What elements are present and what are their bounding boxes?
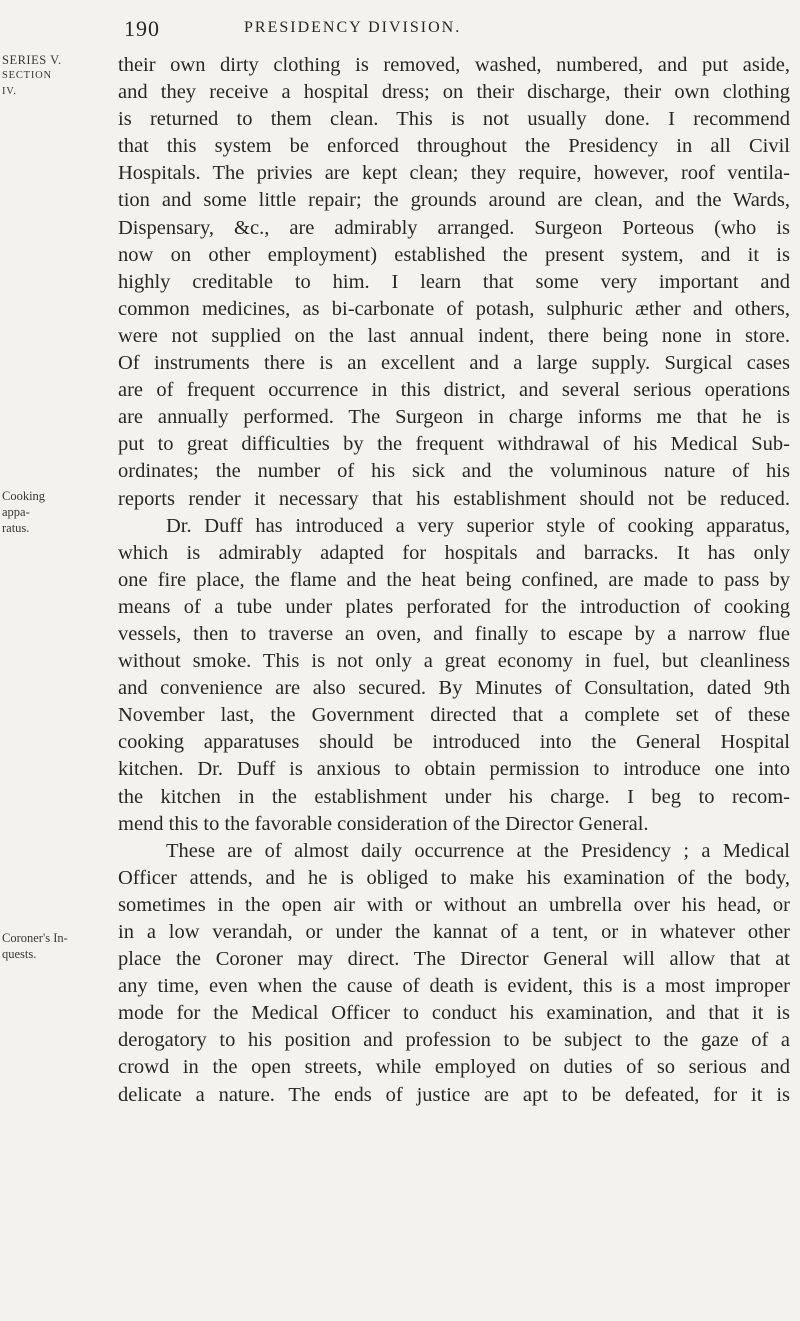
text-line: tion and some little repair; the grounds around are clean, and the Wards, (118, 189, 790, 212)
text-line: one fire place, the flame and the heat being confined, are made to pass by (118, 568, 790, 591)
text-line: These are of almost daily occurrence at the Presidency ; a Medical (166, 839, 790, 862)
text-line: kitchen. Dr. Duff is anxious to obtain permission to introduce one into (118, 758, 790, 781)
text-line: put to great difficulties by the frequent withdrawal of his Medical Sub- (118, 433, 790, 456)
text-line: highly creditable to him. I learn that some very important and (118, 270, 790, 293)
margin-note-cooking-line: Cooking appa- (2, 489, 46, 519)
text-line: cooking apparatuses should be introduced into the General Hospital (118, 731, 790, 754)
margin-note-coroner-line: Coroner's In- (2, 931, 68, 945)
text-line: and they receive a hospital dress; on their discharge, their own clothing (118, 81, 790, 104)
margin-note-coroner-line: quests. (2, 947, 37, 961)
text-line: and convenience are also secured. By Minutes of Consultation, dated 9th (118, 677, 790, 700)
text-line: crowd in the open streets, while employed on duties of so serious and (118, 1056, 790, 1079)
margin-note-series (2, 52, 68, 100)
text-line: means of a tube under plates perforated for the introduction of cooking (118, 595, 790, 618)
text-line: reports render it necessary that his establishment should not be reduced. (118, 487, 790, 510)
page-number: 190 (124, 16, 160, 41)
text-line: place the Coroner may direct. The Director General will allow that at (118, 948, 790, 971)
margin-note-section-line: SECTION IV. (2, 70, 52, 97)
text-line: delicate a nature. The ends of justice are apt to be defeated, for it is (118, 1083, 790, 1106)
text-line: Of instruments there is an excellent and a large supply. Surgical cases (118, 352, 790, 375)
text-line: without smoke. This is not only a great economy in fuel, but cleanliness (118, 650, 790, 673)
margin-note-coroners-inquests (2, 930, 68, 962)
text-line: ordinates; the number of his sick and the voluminous nature of his (118, 460, 790, 483)
text-line: mend this to the favorable consideration of the Director General. (118, 812, 649, 835)
text-line: is returned to them clean. This is not usually done. I recommend (118, 108, 790, 131)
text-line: are of frequent occurrence in this district, and several serious operations (118, 379, 790, 402)
text-line: which is admirably adapted for hospitals and barracks. It has only (118, 541, 790, 564)
body-text (118, 52, 790, 1109)
text-line: the kitchen in the establishment under his charge. I beg to recom- (118, 785, 790, 808)
text-line: are annually performed. The Surgeon in charge informs me that he is (118, 406, 790, 429)
text-line: were not supplied on the last annual indent, there being none in store. (118, 324, 790, 347)
running-head: PRESIDENCY DIVISION. (244, 19, 462, 36)
text-line: now on other employment) established the present system, and it is (118, 243, 790, 266)
text-line: their own dirty clothing is removed, washed, numbered, and put aside, (118, 54, 790, 76)
text-line: that this system be enforced throughout the Presidency in all Civil (118, 135, 790, 158)
text-line: vessels, then to traverse an oven, and finally to escape by a narrow flue (118, 622, 790, 645)
text-line: Dispensary, &c., are admirably arranged. Surgeon Porteous (who is (118, 216, 790, 239)
text-line: derogatory to his position and profession to be subject to the gaze of a (118, 1029, 790, 1052)
text-line: Hospitals. The privies are kept clean; they require, however, roof ventila- (118, 162, 790, 185)
text-line: Dr. Duff has introduced a very superior style of cooking apparatus, (166, 514, 790, 537)
text-line: November last, the Government directed that a complete set of these (118, 704, 790, 727)
text-line: common medicines, as bi-carbonate of potash, sulphuric æther and others, (118, 297, 790, 320)
text-line: any time, even when the cause of death is evident, this is a most improper (118, 975, 790, 998)
page-header (0, 10, 800, 44)
margin-note-cooking-line: ratus. (2, 521, 30, 535)
margin-note-series-line: SERIES V. (2, 53, 62, 67)
text-line: Officer attends, and he is obliged to make his examination of the body, (118, 866, 790, 889)
margin-note-cooking-apparatus (2, 488, 68, 536)
text-line: mode for the Medical Officer to conduct his examination, and that it is (118, 1002, 790, 1025)
text-line: in a low verandah, or under the kannat of a tent, or in whatever other (118, 921, 790, 943)
text-line: sometimes in the open air with or without an umbrella over his head, or (118, 893, 790, 916)
